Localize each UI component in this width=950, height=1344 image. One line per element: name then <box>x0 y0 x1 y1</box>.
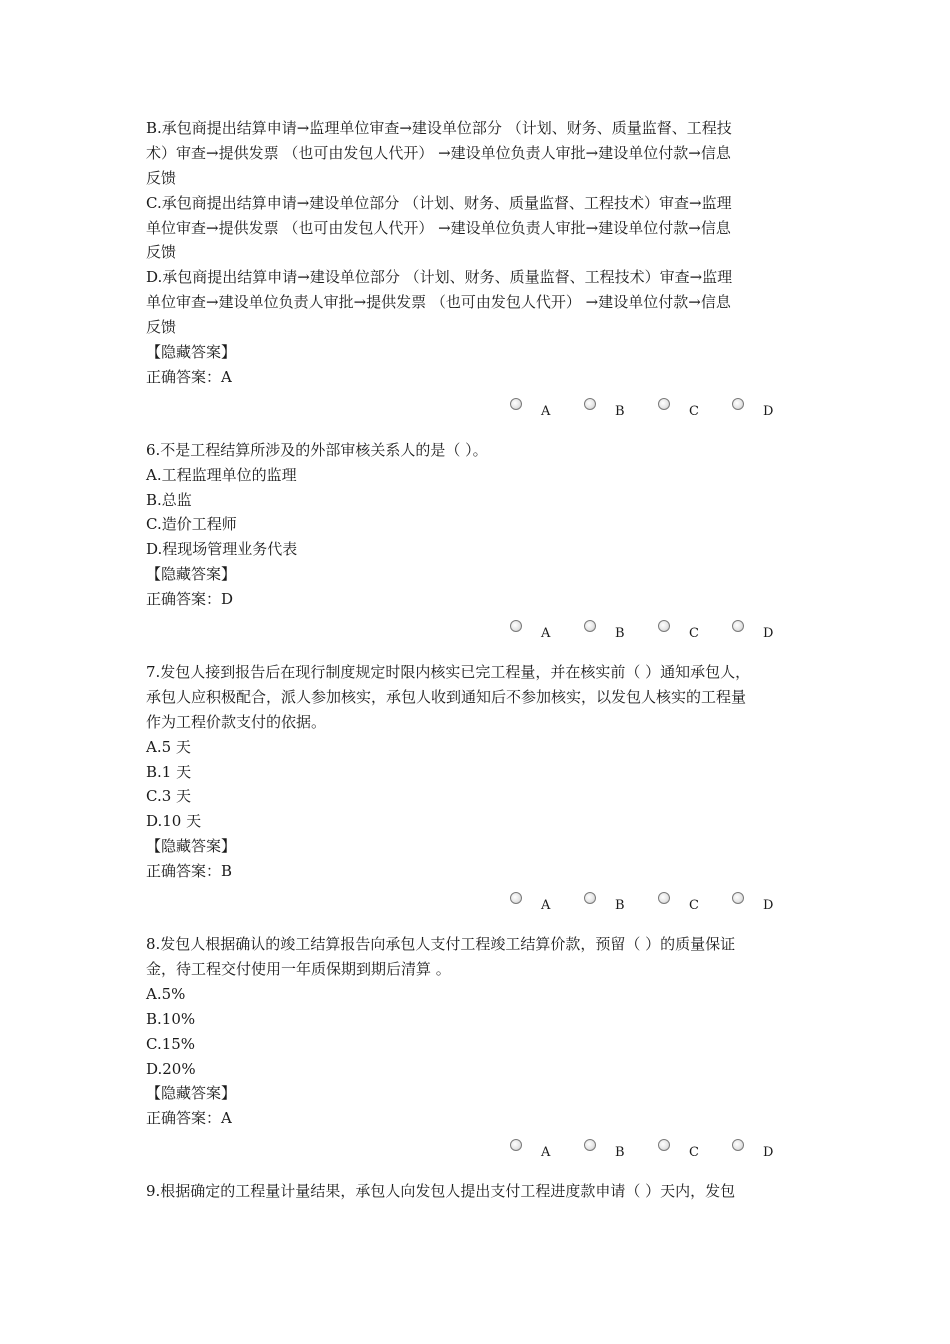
radio-label: D <box>763 626 774 642</box>
radio-button[interactable] <box>584 1139 596 1151</box>
radio-button[interactable] <box>510 892 522 904</box>
correct-answer: 正确答案：D <box>146 590 234 609</box>
hide-answer-toggle[interactable]: 【隐藏答案】 <box>146 565 237 584</box>
option-b: B.1 天 <box>146 762 192 781</box>
option-d: D.20% <box>146 1059 196 1078</box>
question-text: 8.发包人根据确认的竣工结算报告向承包人支付工程竣工结算价款，预留（ ）的质量保证 <box>146 935 736 954</box>
question-text: 作为工程价款支付的依据。 <box>146 712 327 731</box>
radio-button[interactable] <box>584 398 596 410</box>
radio-label: B <box>615 1145 625 1161</box>
radio-label: A <box>541 403 551 419</box>
option-d: D.10 天 <box>146 812 202 831</box>
radio-option-b[interactable] <box>584 1139 625 1179</box>
option-c: C.3 天 <box>146 787 192 806</box>
option-b: B.总监 <box>146 490 192 509</box>
radio-button[interactable] <box>732 892 744 904</box>
question-8 <box>146 932 810 1179</box>
answer-radio-group <box>146 884 810 932</box>
radio-option-c[interactable] <box>658 892 699 932</box>
option-d-line: 反馈 <box>146 318 177 337</box>
correct-answer: 正确答案：A <box>146 367 232 386</box>
radio-button[interactable] <box>658 1139 670 1151</box>
radio-label: C <box>689 898 699 914</box>
radio-option-a[interactable] <box>510 620 551 660</box>
option-c-line: 反馈 <box>146 243 177 262</box>
question-text: 承包人应积极配合，派人参加核实，承包人收到通知后不参加核实，以发包人核实的工程量 <box>146 687 747 706</box>
option-a: A.5% <box>146 984 186 1003</box>
radio-button[interactable] <box>658 892 670 904</box>
hide-answer-toggle[interactable]: 【隐藏答案】 <box>146 343 237 362</box>
radio-option-c[interactable] <box>658 398 699 438</box>
question-text: 9.根据确定的工程量计量结果，承包人向发包人提出支付工程进度款申请（ ）天内，发包 <box>146 1182 736 1201</box>
radio-button[interactable] <box>732 398 744 410</box>
radio-label: B <box>615 626 625 642</box>
radio-button[interactable] <box>584 620 596 632</box>
radio-button[interactable] <box>658 620 670 632</box>
option-b-line: 反馈 <box>146 168 177 187</box>
document-page <box>146 116 810 1204</box>
radio-label: D <box>763 403 774 419</box>
radio-option-d[interactable] <box>732 620 774 660</box>
question-text: 6.不是工程结算所涉及的外部审核关系人的是（ ）。 <box>146 440 488 459</box>
radio-option-d[interactable] <box>732 892 774 932</box>
question-9 <box>146 1179 810 1204</box>
radio-label: A <box>541 626 551 642</box>
hide-answer-toggle[interactable]: 【隐藏答案】 <box>146 837 237 856</box>
radio-label: C <box>689 1145 699 1161</box>
radio-option-a[interactable] <box>510 892 551 932</box>
radio-option-a[interactable] <box>510 1139 551 1179</box>
option-b-line: B.承包商提出结算申请→监理单位审查→建设单位部分 （计划、财务、质量监督、工程技 <box>146 119 732 137</box>
radio-button[interactable] <box>732 620 744 632</box>
radio-button[interactable] <box>510 398 522 410</box>
radio-option-b[interactable] <box>584 398 625 438</box>
radio-button[interactable] <box>584 892 596 904</box>
radio-button[interactable] <box>510 620 522 632</box>
option-d: D.程现场管理业务代表 <box>146 540 298 559</box>
radio-label: A <box>541 898 551 914</box>
radio-option-c[interactable] <box>658 1139 699 1179</box>
answer-radio-group <box>146 612 810 660</box>
option-c: C.15% <box>146 1034 196 1053</box>
option-c: C.造价工程师 <box>146 515 237 534</box>
radio-label: A <box>541 1145 551 1161</box>
option-d-line: D.承包商提出结算申请→建设单位部分 （计划、财务、质量监督、工程技术）审查→监理 <box>146 268 733 287</box>
option-c-line: C.承包商提出结算申请→建设单位部分 （计划、财务、质量监督、工程技术）审查→监理 <box>146 193 732 212</box>
option-b-line: 术）审查→提供发票 （也可由发包人代开） →建设单位负责人审批→建设单位付款→信息 <box>146 143 731 162</box>
option-c-line: 单位审查→提供发票 （也可由发包人代开） →建设单位负责人审批→建设单位付款→信息 <box>146 218 731 237</box>
option-b: B.10% <box>146 1009 196 1028</box>
answer-radio-group <box>146 390 810 438</box>
correct-answer: 正确答案：B <box>146 862 233 881</box>
radio-option-a[interactable] <box>510 398 551 438</box>
radio-label: D <box>763 898 774 914</box>
radio-button[interactable] <box>658 398 670 410</box>
radio-label: C <box>689 626 699 642</box>
answer-radio-group <box>146 1131 810 1179</box>
radio-label: B <box>615 403 625 419</box>
correct-answer: 正确答案：A <box>146 1109 232 1128</box>
option-d-line: 单位审查→建设单位负责人审批→提供发票 （也可由发包人代开） →建设单位付款→信息 <box>146 293 731 312</box>
hide-answer-toggle[interactable]: 【隐藏答案】 <box>146 1084 237 1103</box>
question-7 <box>146 660 810 932</box>
question-text: 金，待工程交付使用一年质保期到期后清算 。 <box>146 959 451 978</box>
option-a: A.工程监理单位的监理 <box>146 465 297 484</box>
radio-option-b[interactable] <box>584 620 625 660</box>
radio-label: C <box>689 403 699 419</box>
question-text: 7.发包人接到报告后在现行制度规定时限内核实已完工程量，并在核实前（ ）通知承包人， <box>146 663 751 682</box>
radio-label: D <box>763 1145 774 1161</box>
question-5 <box>146 116 810 438</box>
radio-label: B <box>615 898 625 914</box>
option-a: A.5 天 <box>146 737 191 756</box>
radio-button[interactable] <box>732 1139 744 1151</box>
radio-option-d[interactable] <box>732 1139 774 1179</box>
radio-option-c[interactable] <box>658 620 699 660</box>
radio-button[interactable] <box>510 1139 522 1151</box>
question-6 <box>146 438 810 660</box>
radio-option-d[interactable] <box>732 398 774 438</box>
radio-option-b[interactable] <box>584 892 625 932</box>
